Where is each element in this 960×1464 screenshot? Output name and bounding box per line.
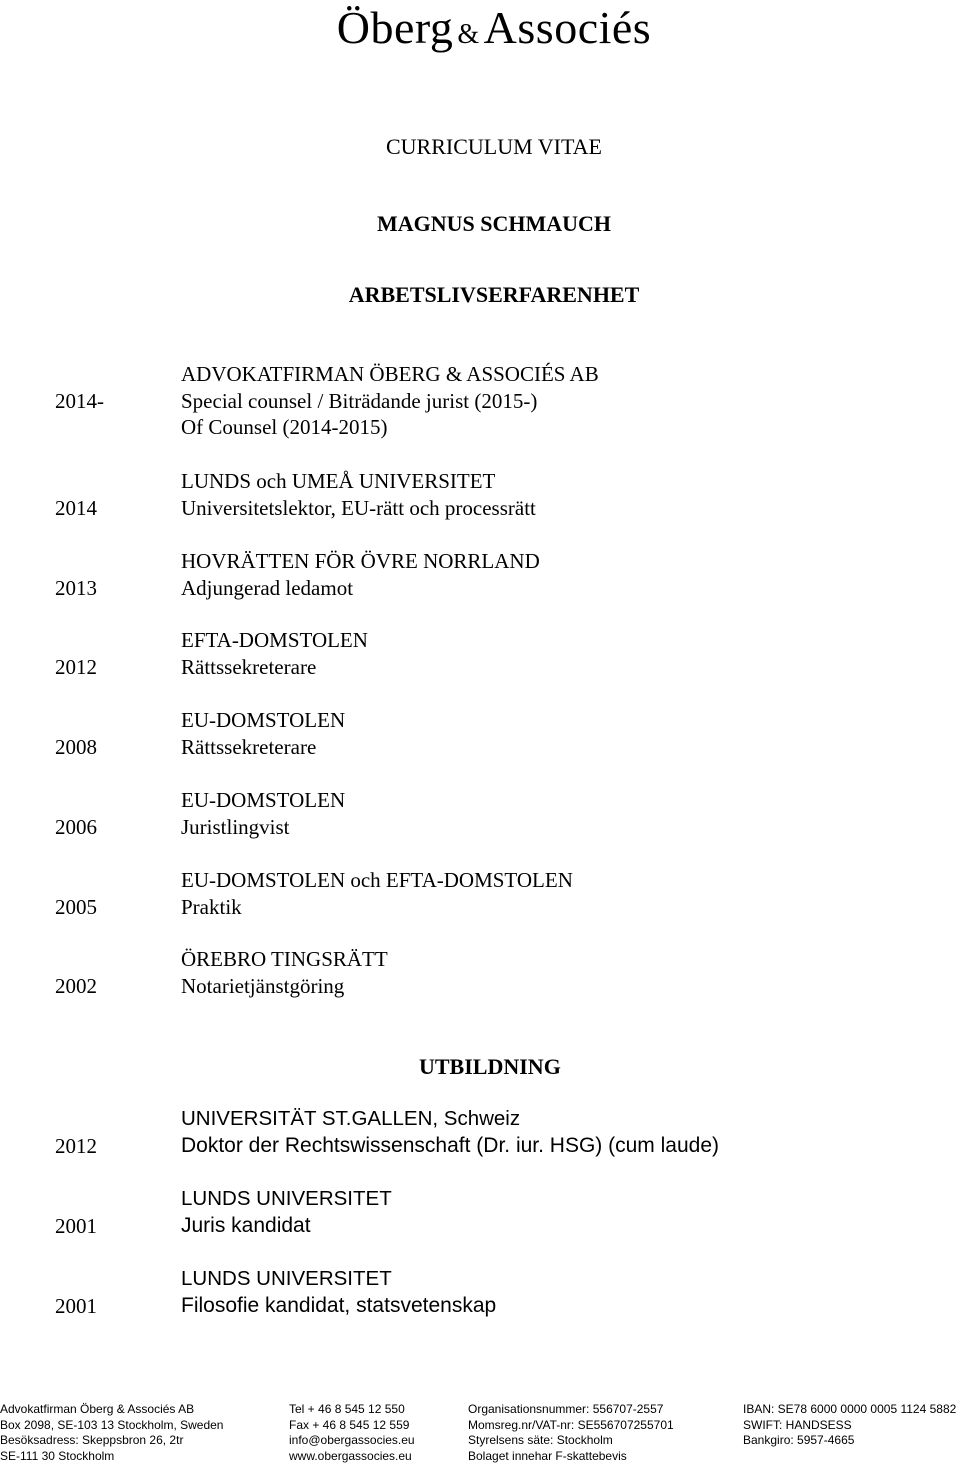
footer-fax: Fax + 46 8 545 12 559 xyxy=(289,1417,410,1432)
entry-lines xyxy=(181,946,388,999)
entry-lines xyxy=(181,707,345,760)
logo-name-part2: Associés xyxy=(483,2,652,53)
entry-degree: Filosofie kandidat, statsvetenskap xyxy=(181,1293,497,1317)
entry-role: Notarietjänstgöring xyxy=(181,973,345,998)
entry-degree: Doktor der Rechtswissenschaft (Dr. iur. HSG) (cum laude) xyxy=(181,1133,720,1157)
footer-line: Organisationsnummer: 556707-2557 xyxy=(468,1402,664,1416)
entry-lines xyxy=(181,867,573,920)
entry-year: 2014- xyxy=(55,388,104,413)
entry-degree: Juris kandidat xyxy=(181,1213,311,1237)
footer-company-column xyxy=(0,1402,223,1464)
entry-lines xyxy=(181,1106,719,1159)
entry-year: 2012 xyxy=(55,1134,97,1158)
footer-registration-column xyxy=(468,1402,674,1464)
entry-role: Special counsel / Biträdande jurist (2015-) xyxy=(181,388,538,413)
footer-email: info@obergassocies.eu xyxy=(289,1433,415,1448)
entry-role: Of Counsel (2014-2015) xyxy=(181,415,388,439)
entry-lines xyxy=(181,548,540,601)
entry-year: 2012 xyxy=(55,654,97,679)
entry-institution: LUNDS UNIVERSITET xyxy=(181,1187,392,1210)
entry-year: 2002 xyxy=(55,973,97,998)
footer-line: Bankgiro: 5957-4665 xyxy=(743,1433,855,1448)
entry-role: Juristlingvist xyxy=(181,814,290,839)
footer-contact-column xyxy=(289,1402,415,1464)
footer-line: Styrelsens säte: Stockholm xyxy=(468,1433,613,1448)
footer-line: Advokatfirman Öberg & Associés AB xyxy=(0,1402,195,1416)
logo-name-part1: Öberg xyxy=(336,2,454,53)
entry-institution: LUNDS UNIVERSITET xyxy=(181,1267,392,1290)
footer-line: SE-111 30 Stockholm xyxy=(0,1448,115,1463)
entry-year: 2014 xyxy=(55,495,97,520)
entry-lines xyxy=(181,468,536,521)
logo-ampersand: & xyxy=(457,19,480,50)
entry-year: 2001 xyxy=(55,1214,97,1238)
work-section-heading: ARBETSLIVSERFARENHET xyxy=(348,282,640,307)
footer-line: Besöksadress: Skeppsbron 26, 2tr xyxy=(0,1433,184,1448)
entry-employer: ÖREBRO TINGSRÄTT xyxy=(181,947,388,971)
entry-role: Praktik xyxy=(181,894,242,919)
document-title: CURRICULUM VITAE xyxy=(385,134,602,159)
page-footer xyxy=(0,1402,960,1464)
entry-year: 2008 xyxy=(55,734,97,759)
footer-line: SWIFT: HANDSESS xyxy=(743,1417,852,1432)
entry-role: Rättssekreterare xyxy=(181,734,317,759)
footer-line: Bolaget innehar F-skattebevis xyxy=(468,1448,627,1463)
entry-role: Universitetslektor, EU-rätt och processrätt xyxy=(181,495,536,520)
entry-role: Rättssekreterare xyxy=(181,654,317,679)
entry-lines xyxy=(181,1186,392,1239)
entry-employer: EFTA-DOMSTOLEN xyxy=(181,628,368,652)
entry-lines xyxy=(181,1266,496,1319)
entry-employer: LUNDS och UMEÅ UNIVERSITET xyxy=(181,469,496,493)
entry-employer: EU-DOMSTOLEN xyxy=(181,708,346,732)
footer-phone: Tel + 46 8 545 12 550 xyxy=(289,1402,405,1416)
entry-employer: EU-DOMSTOLEN xyxy=(181,788,346,812)
entry-year: 2006 xyxy=(55,814,97,839)
person-name: MAGNUS SCHMAUCH xyxy=(376,211,612,236)
entry-role: Adjungerad ledamot xyxy=(181,575,354,600)
education-section-heading: UTBILDNING xyxy=(419,1054,561,1079)
footer-line: Momsreg.nr/VAT-nr: SE556707255701 xyxy=(468,1417,674,1432)
entry-employer: ADVOKATFIRMAN ÖBERG & ASSOCIÉS AB xyxy=(181,362,599,386)
entry-year: 2001 xyxy=(55,1294,97,1318)
entry-employer: EU-DOMSTOLEN och EFTA-DOMSTOLEN xyxy=(181,868,573,892)
footer-line: Box 2098, SE-103 13 Stockholm, Sweden xyxy=(0,1417,224,1432)
footer-bank-column xyxy=(743,1402,956,1449)
letterhead-logo xyxy=(0,2,960,61)
entry-year: 2013 xyxy=(55,575,97,600)
entry-lines xyxy=(181,787,345,840)
entry-employer: HOVRÄTTEN FÖR ÖVRE NORRLAND xyxy=(181,549,540,573)
entry-year: 2005 xyxy=(55,894,97,919)
entry-lines xyxy=(181,627,368,680)
footer-website: www.obergassocies.eu xyxy=(289,1448,412,1463)
entry-institution: UNIVERSITÄT ST.GALLEN, Schweiz xyxy=(181,1107,521,1130)
entry-lines xyxy=(181,361,599,441)
footer-line: IBAN: SE78 6000 0000 0005 1124 5882 xyxy=(743,1402,957,1416)
